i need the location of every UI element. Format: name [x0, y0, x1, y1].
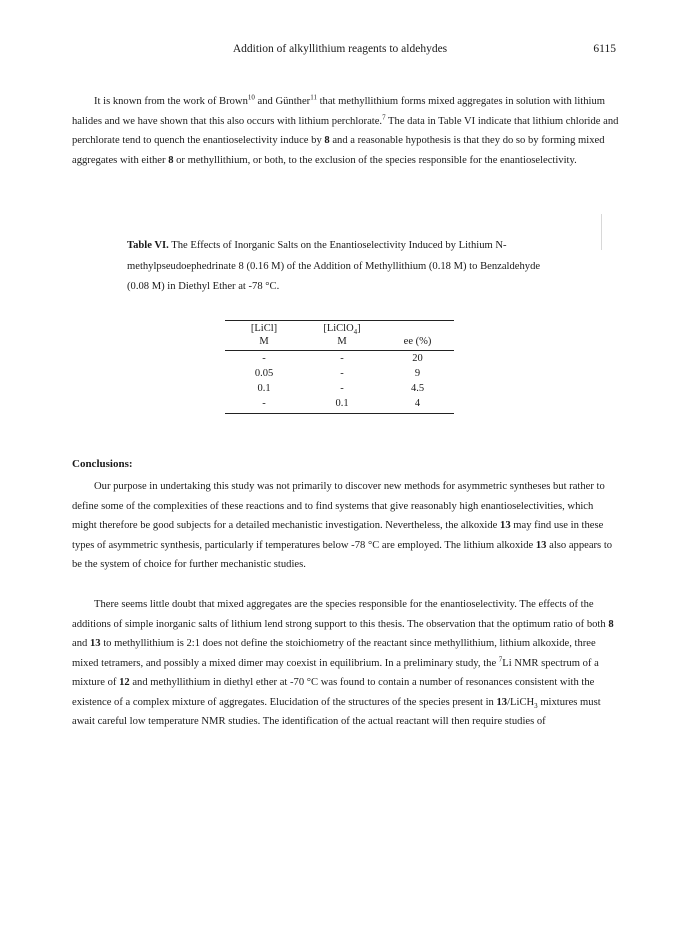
compound-ref: 8 — [324, 135, 330, 146]
reference-marker: 7 — [382, 112, 386, 121]
conclusions-paragraph-2: There seems little doubt that mixed aggregates are the species responsible for the enantioselectivity. The effects of the additions of simple inorganic salts of lithium lend strong support to this thesis. The observation that the optimum ratio of both 8 and 13 to methyllithium is 2:1 does not define the stoichiometry of the reactant since methyllithium, lithium alkoxide, three mixed tetramers, and possibly a mixed dimer may coexist in equilibrium. In a preliminary study, the $^7$Li NMR spectrum of a mixture of 12 and methyllithium in diethyl ether at -70 °C was found to contain a number of resonances consistent with the existence of a complex mixture of aggregates. Elucidation of the structures of the species present in 13/LiCH$_3$ mixtures must await careful low temperature NMR studies. The identification of the actual reactant will then require studies of — [72, 599, 614, 727]
table-bottom-rule — [225, 413, 454, 414]
data-table — [225, 320, 454, 414]
compound-ref: 13 — [500, 520, 511, 531]
table-header — [225, 321, 454, 348]
compound-ref: 13 — [535, 539, 547, 551]
running-title: Addition of alkyllithium reagents to aldehydes — [232, 43, 448, 55]
compound-ref: 12 — [119, 677, 130, 688]
conclusions-paragraph-1: Our purpose in undertaking this study was not primarily to discover new methods for asymmetric syntheses but rather to define some of the complexities of these reactions and to find systems that give reasonably high enantioselectivities, which might therefore be good subjects for a detailed mechanistic investigation. Nevertheless, the alkoxide 13 may find use in these types of asymmetric synthesis, particularly if temperatures below -78 °C are employed. The lithium alkoxide 13 also appears to be the system of choice for further mechanistic studies. — [72, 481, 613, 570]
reference-marker: 11 — [310, 93, 317, 102]
table-label: Table VI. — [127, 240, 169, 251]
header-unit: M — [259, 335, 269, 347]
header-unit: M — [337, 335, 347, 347]
compound-ref: 8 — [608, 618, 614, 630]
table-caption: Table VI. The Effects of Inorganic Salts on the Enantioselectivity Induced by Lithium N-methylpseudoephedrinate 8 (0.16 M) of the Addition of Methyllithium (0.18 M) to Benzaldehyde (0.08 M) in Diethyl Ether at -78 °C. — [127, 240, 541, 292]
formula-subscript: 3 — [534, 701, 538, 710]
table-body — [225, 351, 454, 411]
reference-marker: 10 — [247, 93, 255, 102]
header-licl: [LiCl] — [250, 323, 278, 334]
page-header — [0, 43, 680, 63]
table-row: 0.1 - 4.5 — [257, 383, 425, 394]
table-row: - - 20 — [262, 353, 423, 364]
table-row: 0.05 - 9 — [254, 368, 421, 379]
compound-ref: 8 — [168, 154, 174, 166]
intro-paragraph: It is known from the work of Brown$^{10}$ and Günther$^{11}$ that methyllithium forms mixed aggregates in solution with lithium halides and we have shown that this also occurs with lithium perchlorate.$^7$ The data in Table VI indicate that lithium chloride and perchlorate tend to quench the enantioselectivity induce by 8 and a reasonable hypothesis is that they do so by forming mixed aggregates with either 8 or methyllithium, or both, to the exclusion of the species responsible for the enantioselectivity. — [72, 93, 619, 166]
compound-ref: 13 — [496, 696, 508, 708]
header-liclo4: [LiClO$_4$] — [323, 323, 361, 337]
header-ee: ee (%) — [403, 335, 432, 347]
section-heading-conclusions: Conclusions: — [72, 458, 133, 470]
page-number: 6115 — [593, 43, 616, 55]
scan-mark — [601, 214, 602, 250]
isotope-superscript: 7 — [498, 654, 503, 663]
table-row: - 0.1 4 — [262, 398, 421, 409]
compound-ref: 13 — [89, 638, 101, 649]
